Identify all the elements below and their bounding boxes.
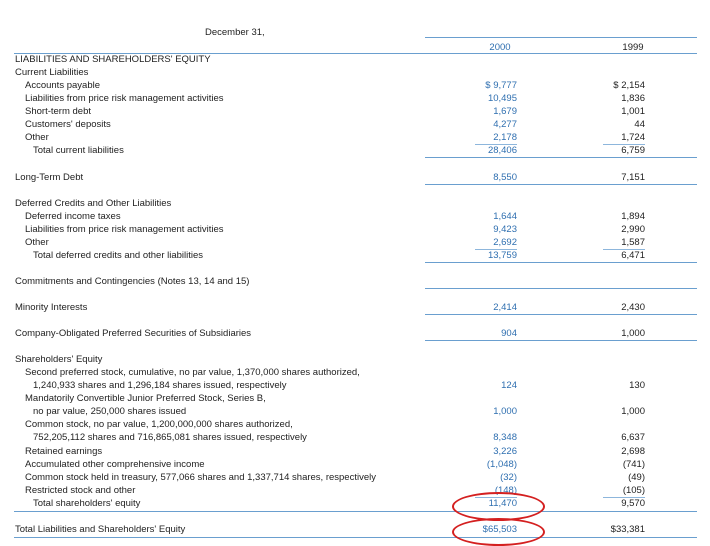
second-preferred-line2: 1,240,933 shares and 1,296,184 shares issued, respectively bbox=[33, 380, 287, 391]
minority-interests-2000: 2,414 bbox=[493, 302, 517, 313]
total-deferred-1999: 6,471 bbox=[621, 250, 645, 261]
common-stock-line2: 752,205,112 shares and 716,865,081 shares issued, respectively bbox=[33, 432, 307, 443]
long-term-debt-1999: 7,151 bbox=[621, 172, 645, 183]
value-1999: 1,836 bbox=[621, 93, 645, 104]
second-preferred-line1: Second preferred stock, cumulative, no par value, 1,370,000 shares authorized, bbox=[25, 367, 360, 378]
row-label: Accounts payable bbox=[25, 80, 100, 91]
value-1999: 2,698 bbox=[621, 446, 645, 457]
grand-total-label: Total Liabilities and Shareholders' Equity bbox=[15, 524, 186, 535]
current-liabilities-heading: Current Liabilities bbox=[15, 67, 89, 78]
value-1999: 1,724 bbox=[621, 132, 645, 143]
total-deferred-label: Total deferred credits and other liabilities bbox=[33, 250, 204, 261]
equity-heading: Shareholders' Equity bbox=[15, 354, 103, 365]
row-label: Accumulated other comprehensive income bbox=[25, 459, 205, 470]
row-label: Liabilities from price risk management activities bbox=[25, 93, 224, 104]
value-1999: (105) bbox=[622, 485, 645, 496]
row-rule bbox=[425, 157, 697, 158]
preferred-securities-label: Company-Obligated Preferred Securities of Subsidiaries bbox=[15, 328, 252, 339]
row-label: Other bbox=[25, 132, 49, 143]
value-1999: 1,001 bbox=[621, 106, 645, 117]
total-current-liabilities-label: Total current liabilities bbox=[33, 145, 124, 156]
row-rule bbox=[425, 288, 697, 289]
grand-total-2000: $65,503 bbox=[482, 524, 517, 535]
annotation-circle-total-equity bbox=[452, 492, 545, 521]
preferred-securities-1999: 1,000 bbox=[621, 328, 645, 339]
value-2000: 1,644 bbox=[493, 211, 517, 222]
section-title: LIABILITIES AND SHAREHOLDERS' EQUITY bbox=[15, 54, 211, 65]
value-2000: (148) bbox=[494, 485, 517, 496]
row-label: Liabilities from price risk management activities bbox=[25, 224, 224, 235]
value-2000: 10,495 bbox=[487, 93, 517, 104]
total-equity-1999: 9,570 bbox=[621, 498, 645, 509]
mandatory-2000: 1,000 bbox=[493, 406, 517, 417]
column-header-2000: 2000 bbox=[489, 42, 511, 53]
grand-total-1999: $33,381 bbox=[610, 524, 645, 535]
mandatory-line1: Mandatorily Convertible Junior Preferred Stock, Series B, bbox=[25, 393, 266, 404]
value-2000: 3,226 bbox=[493, 446, 517, 457]
value-1999: $ 2,154 bbox=[613, 80, 645, 91]
common-stock-1999: 6,637 bbox=[621, 432, 645, 443]
value-1999: 1,587 bbox=[621, 237, 645, 248]
value-2000: $ 9,777 bbox=[485, 80, 517, 91]
date-header: December 31, bbox=[205, 27, 265, 38]
long-term-debt-label: Long-Term Debt bbox=[15, 172, 84, 183]
value-2000: (32) bbox=[500, 472, 517, 483]
equity-bottom-rule bbox=[14, 511, 697, 512]
row-label: Deferred income taxes bbox=[25, 211, 121, 222]
value-2000: 2,692 bbox=[493, 237, 517, 248]
value-1999: (49) bbox=[628, 472, 645, 483]
common-stock-2000: 8,348 bbox=[493, 432, 517, 443]
value-2000: 1,679 bbox=[493, 106, 517, 117]
value-2000: 4,277 bbox=[493, 119, 517, 130]
column-header-1999: 1999 bbox=[622, 42, 644, 53]
row-rule bbox=[425, 314, 697, 315]
value-1999: 1,894 bbox=[621, 211, 645, 222]
commitments-label: Commitments and Contingencies (Notes 13, 14 and 15) bbox=[15, 276, 250, 287]
value-2000: 2,178 bbox=[493, 132, 517, 143]
value-1999: (741) bbox=[622, 459, 645, 470]
second-preferred-1999: 130 bbox=[629, 380, 645, 391]
deferred-heading: Deferred Credits and Other Liabilities bbox=[15, 198, 172, 209]
header-top-rule bbox=[425, 37, 697, 38]
total-equity-label: Total shareholders' equity bbox=[33, 498, 141, 509]
row-label: Short-term debt bbox=[25, 106, 91, 117]
row-label: Retained earnings bbox=[25, 446, 103, 457]
value-1999: 44 bbox=[634, 119, 645, 130]
total-current-liabilities-2000: 28,406 bbox=[487, 145, 517, 156]
value-2000: 9,423 bbox=[493, 224, 517, 235]
row-rule bbox=[425, 340, 697, 341]
second-preferred-2000: 124 bbox=[501, 380, 517, 391]
row-rule bbox=[425, 262, 697, 263]
minority-interests-1999: 2,430 bbox=[621, 302, 645, 313]
total-equity-2000: 11,470 bbox=[488, 498, 517, 509]
minority-interests-label: Minority Interests bbox=[15, 302, 88, 313]
common-stock-line1: Common stock, no par value, 1,200,000,000 shares authorized, bbox=[25, 419, 293, 430]
long-term-debt-2000: 8,550 bbox=[493, 172, 517, 183]
row-rule bbox=[425, 184, 697, 185]
total-deferred-2000: 13,759 bbox=[487, 250, 517, 261]
total-current-liabilities-1999: 6,759 bbox=[621, 145, 645, 156]
value-1999: 2,990 bbox=[621, 224, 645, 235]
annotation-circle-grand-total bbox=[452, 518, 545, 546]
grand-total-rule bbox=[14, 537, 697, 538]
value-2000: (1,048) bbox=[486, 459, 517, 470]
row-label: Restricted stock and other bbox=[25, 485, 136, 496]
mandatory-1999: 1,000 bbox=[621, 406, 645, 417]
row-label: Common stock held in treasury, 577,066 shares and 1,337,714 shares, respectively bbox=[25, 472, 376, 483]
row-label: Other bbox=[25, 237, 49, 248]
preferred-securities-2000: 904 bbox=[501, 328, 517, 339]
row-label: Customers' deposits bbox=[25, 119, 111, 130]
mandatory-line2: no par value, 250,000 shares issued bbox=[33, 406, 187, 417]
